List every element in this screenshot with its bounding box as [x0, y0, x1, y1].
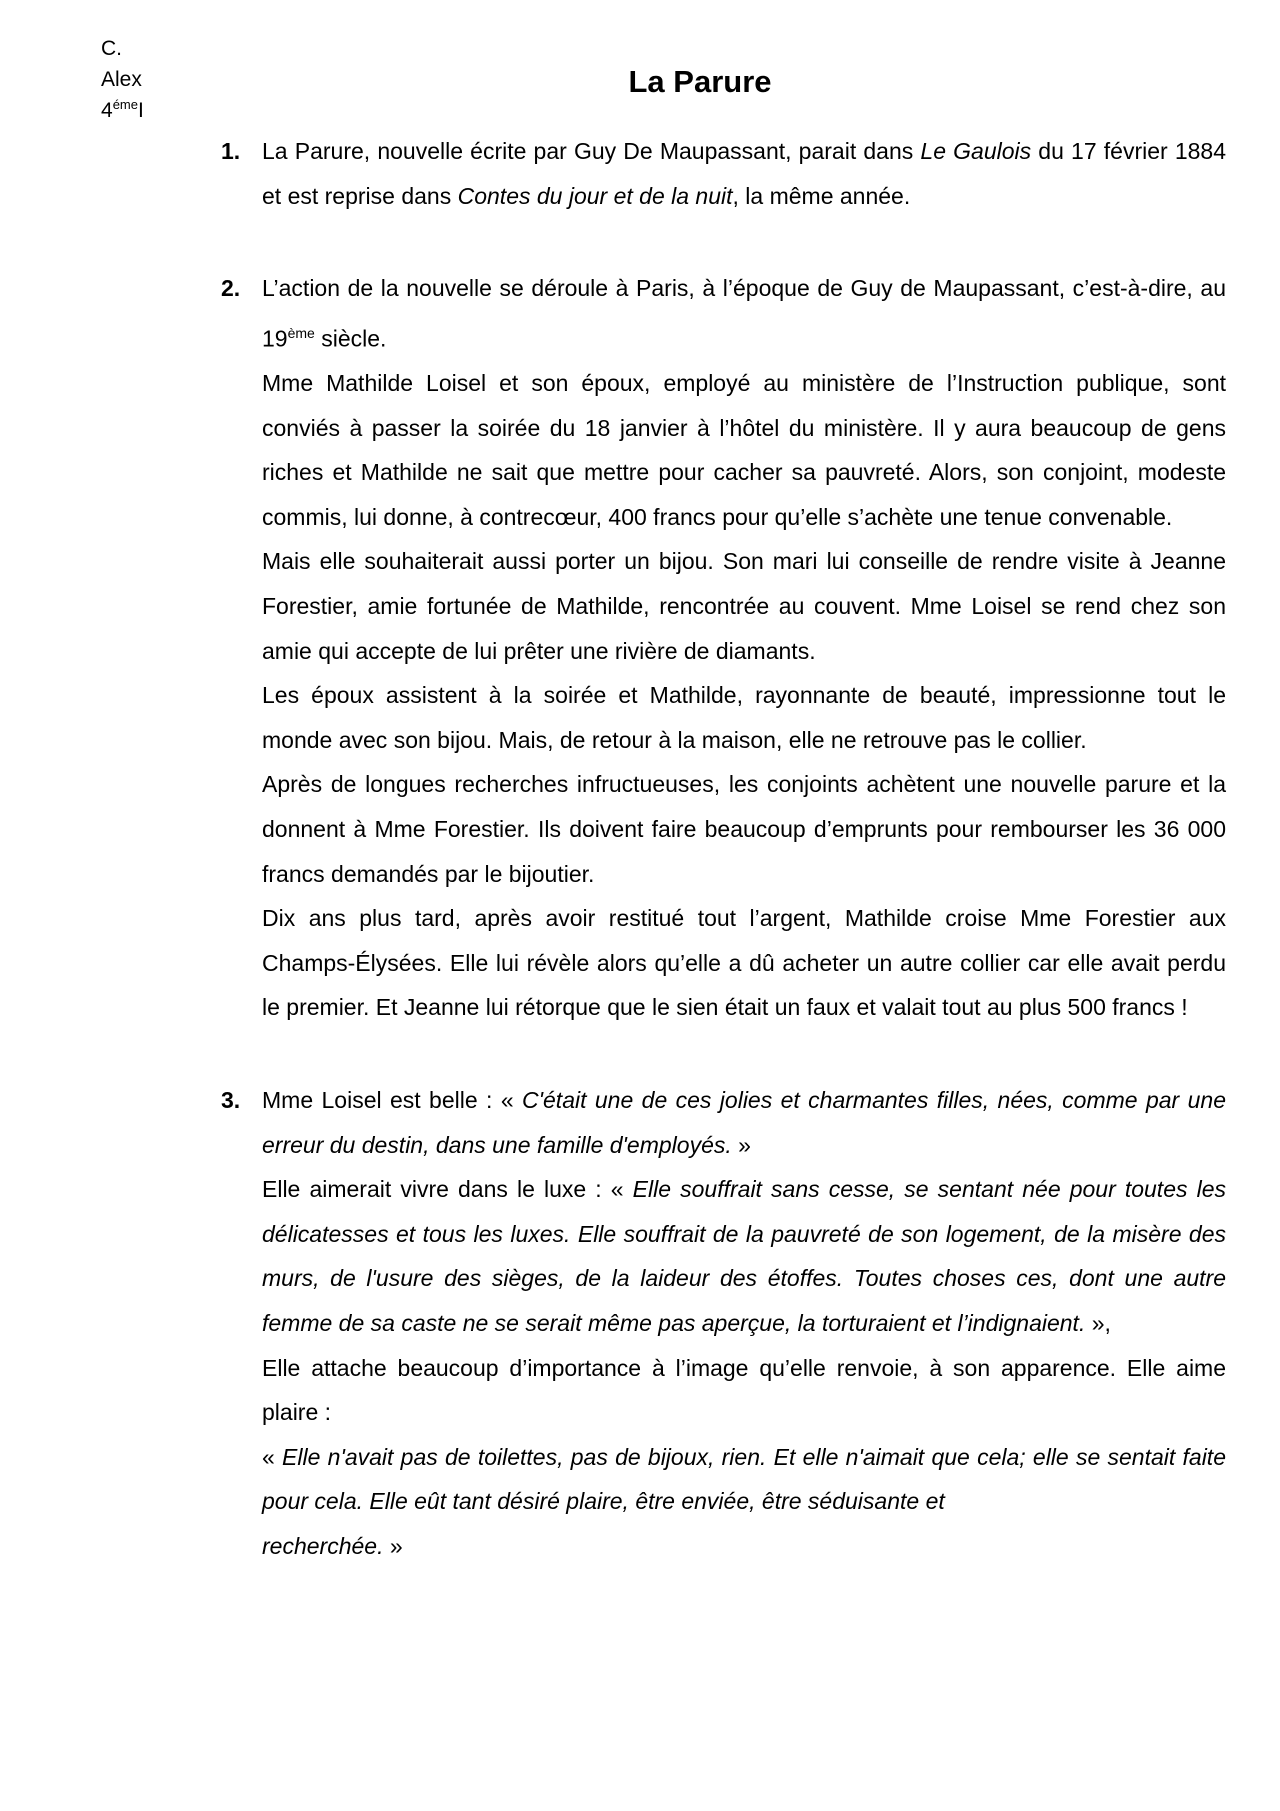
- paragraph: Elle attache beaucoup d’importance à l’image qu’elle renvoie, à son apparence. Elle aime plaire :: [262, 1354, 1226, 1426]
- text-run: «: [262, 1443, 283, 1470]
- text-run: , la même année.: [732, 182, 911, 209]
- paragraph: [262, 1167, 1226, 1345]
- text-run-italic: C'était une de ces jolies et charmantes filles, nées, comme par une erreur du destin, dans une famille d'employés.: [262, 1086, 1226, 1158]
- text-run: »,: [1085, 1309, 1111, 1336]
- paragraph: [262, 1435, 1226, 1524]
- text-run: »: [383, 1532, 403, 1559]
- text-superscript: ème: [287, 324, 315, 341]
- paragraph: Dix ans plus tard, après avoir restitué tout l’argent, Mathilde croise Mme Forestier aux Champs-Élysées. Elle lui révèle alors qu’elle a dû acheter un autre collier car elle avait perdu le premier. Et Jeanne lui rétorque que le sien était un faux et valait tout au plus 500 francs !: [262, 905, 1226, 1021]
- author-initial: C.: [101, 37, 122, 60]
- paragraph: [262, 129, 1226, 218]
- paragraph: Mme Mathilde Loisel et son époux, employé au ministère de l’Instruction publique, sont conviés à passer la soirée du 18 janvier à l’hôtel du ministère. Il y aura beaucoup de gens riches et Mathilde ne sait que mettre pour cacher sa pauvreté. Alors, son conjoint, modeste commis, lui donne, à contrecœur, 400 francs pour qu’elle s’achète une tenue convenable.: [262, 370, 1226, 530]
- list-item: [221, 1078, 1226, 1564]
- class-letter: I: [137, 99, 144, 122]
- item-number: 1.: [221, 138, 241, 164]
- text-run: La Parure, nouvelle écrite par Guy De Maupassant, parait dans: [262, 138, 921, 164]
- page-title: La Parure: [628, 64, 772, 99]
- author-name: Alex: [101, 68, 142, 91]
- list-item: [221, 266, 1226, 1030]
- text-run-italic: recherchée.: [262, 1532, 384, 1559]
- text-run: Mme Loisel est belle : «: [262, 1086, 523, 1113]
- paragraph: Mais elle souhaiterait aussi porter un bijou. Son mari lui conseille de rendre visite à Jeanne Forestier, amie fortunée de Mathilde, rencontrée au couvent. Mme Loisel se rend chez son amie qui accepte de lui prêter une rivière de diamants.: [262, 548, 1226, 664]
- text-run-italic: Elle souffrait sans cesse, se sentant née pour toutes les délicatesses et tous les luxes. Elle souffrait de la pauvreté de son logement, de la misère des murs, de l'usure des sièges, de la laideur des étoffes. Toutes choses ces, dont une autre femme de sa caste ne se serait même pas aperçue, la torturaient et l’indignaient.: [262, 1176, 1226, 1336]
- text-run: siècle.: [314, 325, 387, 352]
- paragraph: Les époux assistent à la soirée et Mathilde, rayonnante de beauté, impressionne tout le monde avec son bijou. Mais, de retour à la maison, elle ne retrouve pas le collier.: [262, 682, 1226, 753]
- text-run: L’action de la nouvelle se déroule à Paris, à l’époque de Guy de Maupassant, c’est-à-dire, au 19: [262, 275, 1226, 352]
- item-number: 3.: [221, 1086, 241, 1113]
- item-number: 2.: [221, 275, 241, 302]
- spacer: [221, 1030, 1226, 1078]
- paragraph: Après de longues recherches infructueuses, les conjoints achètent une nouvelle parure et la donnent à Mme Forestier. Ils doivent faire beaucoup d’emprunts pour rembourser les 36 000 francs demandés par le bijoutier.: [262, 771, 1226, 887]
- text-run-italic: Le Gaulois: [920, 138, 1032, 164]
- text-run-italic: Contes du jour et de la nuit: [457, 182, 733, 209]
- text-run: Elle aimerait vivre dans le luxe : «: [262, 1176, 633, 1203]
- class-superscript: éme: [112, 97, 138, 112]
- list-item: [221, 129, 1226, 218]
- text-run: »: [731, 1131, 751, 1158]
- spacer: [221, 218, 1226, 266]
- paragraph: [262, 1078, 1226, 1167]
- document-body: [221, 129, 1226, 1564]
- text-run-italic: Elle n'avait pas de toilettes, pas de bijoux, rien. Et elle n'aimait que cela; elle se sentait faite pour cela. Elle eût tant désiré plaire, être enviée, être séduisante et: [262, 1443, 1226, 1515]
- text-run: du 17 février 1884 et est reprise dans: [262, 138, 1226, 209]
- paragraph: [262, 266, 1226, 361]
- class-number: 4: [101, 99, 113, 122]
- clipped-line: [262, 1524, 1226, 1564]
